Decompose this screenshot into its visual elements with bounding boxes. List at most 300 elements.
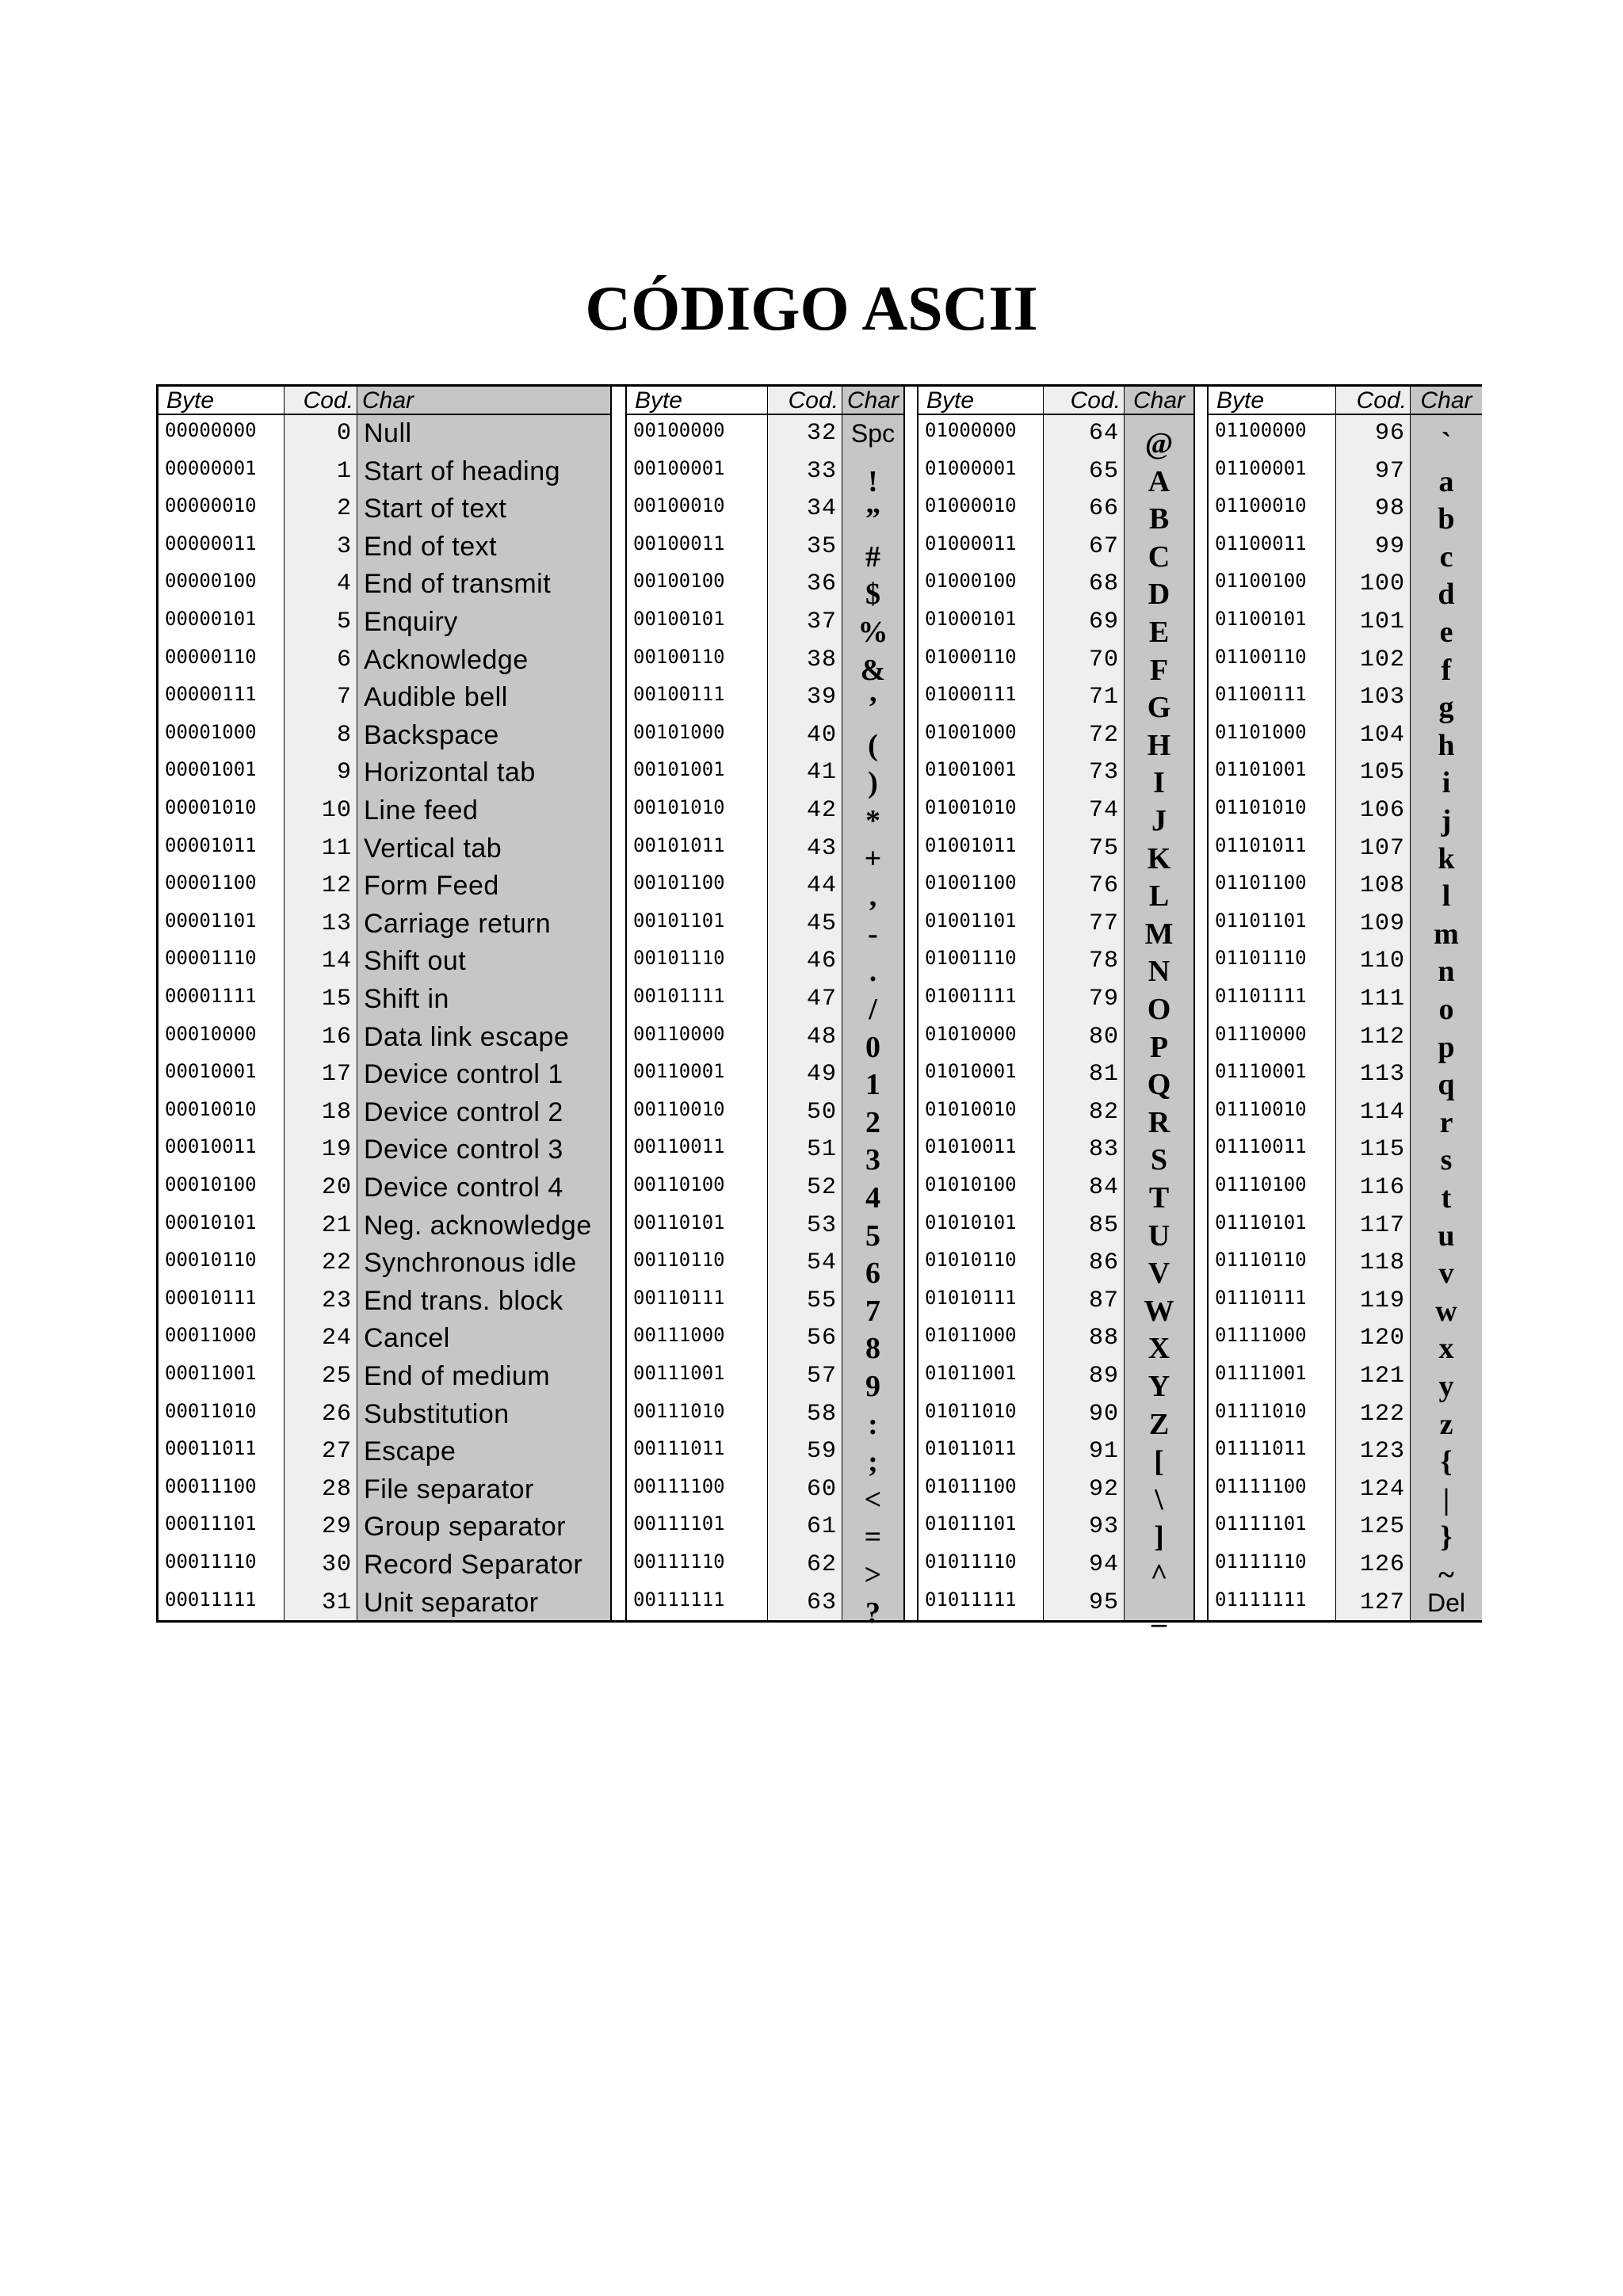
code-cell: 43 bbox=[806, 834, 837, 862]
byte-cell: 00111101 bbox=[633, 1512, 725, 1535]
code-cell: 14 bbox=[321, 948, 352, 975]
byte-cell: 00110110 bbox=[633, 1249, 725, 1272]
char-symbol-cell: X bbox=[1148, 1332, 1170, 1366]
code-cell: 49 bbox=[806, 1061, 837, 1089]
byte-cell: 01001011 bbox=[925, 833, 1017, 856]
byte-column bbox=[158, 387, 284, 1620]
code-cell: 56 bbox=[806, 1325, 837, 1352]
code-cell: 77 bbox=[1088, 910, 1119, 937]
char-name-cell: Device control 2 bbox=[364, 1097, 563, 1127]
byte-cell: 01011101 bbox=[925, 1512, 1017, 1535]
code-cell: 42 bbox=[806, 797, 837, 824]
char-symbol-cell: B bbox=[1148, 502, 1170, 536]
code-cell: 79 bbox=[1088, 986, 1119, 1013]
code-cell: 26 bbox=[321, 1400, 352, 1428]
code-cell: 9 bbox=[336, 759, 352, 787]
byte-cell: 01101101 bbox=[1215, 909, 1307, 932]
code-column bbox=[284, 387, 357, 1620]
char-symbol-cell: ^ bbox=[1150, 1558, 1168, 1592]
char-symbol-cell: l bbox=[1442, 879, 1451, 913]
code-cell: 64 bbox=[1088, 420, 1119, 447]
code-cell: 62 bbox=[806, 1551, 837, 1578]
code-header: Cod. bbox=[768, 387, 842, 415]
char-symbol-cell: o bbox=[1438, 993, 1454, 1026]
char-symbol-cell: > bbox=[864, 1558, 882, 1592]
code-cell: 122 bbox=[1359, 1400, 1405, 1428]
char-name-cell: Carriage return bbox=[364, 908, 552, 939]
byte-cell: 00111010 bbox=[633, 1399, 725, 1422]
char-symbol-cell: 8 bbox=[865, 1332, 880, 1366]
char-symbol-cell: M bbox=[1144, 917, 1174, 951]
char-name-cell: Shift in bbox=[364, 984, 449, 1014]
char-symbol-cell: @ bbox=[1144, 427, 1174, 460]
byte-cell: 00111111 bbox=[633, 1588, 725, 1611]
byte-cell: 01000110 bbox=[925, 645, 1017, 668]
char-header: Char bbox=[842, 387, 903, 415]
char-symbol-cell: V bbox=[1148, 1257, 1170, 1291]
char-symbol-cell: = bbox=[864, 1520, 882, 1554]
byte-cell: 00111001 bbox=[633, 1362, 725, 1384]
code-cell: 55 bbox=[806, 1287, 837, 1314]
byte-cell: 01110110 bbox=[1215, 1249, 1307, 1272]
byte-cell: 00001000 bbox=[165, 720, 257, 743]
char-symbol-cell: w bbox=[1435, 1294, 1457, 1328]
char-symbol-cell: Y bbox=[1148, 1370, 1170, 1403]
char-column bbox=[842, 387, 903, 1630]
char-symbol-cell: % bbox=[857, 616, 888, 649]
byte-cell: 00101000 bbox=[633, 720, 725, 743]
byte-cell: 00001101 bbox=[165, 909, 257, 932]
char-symbol-cell: 3 bbox=[865, 1143, 880, 1177]
char-symbol-cell: z bbox=[1439, 1407, 1453, 1441]
char-symbol-cell: Spc bbox=[850, 419, 896, 448]
code-cell: 44 bbox=[806, 872, 837, 900]
code-cell: 81 bbox=[1088, 1061, 1119, 1089]
char-column bbox=[357, 387, 610, 1620]
char-symbol-cell: h bbox=[1438, 728, 1455, 762]
char-symbol-cell: S bbox=[1150, 1143, 1168, 1177]
byte-cell: 00000000 bbox=[165, 419, 257, 441]
code-cell: 68 bbox=[1088, 570, 1119, 598]
byte-cell: 01000101 bbox=[925, 608, 1017, 630]
code-cell: 40 bbox=[806, 721, 837, 749]
byte-cell: 00001011 bbox=[165, 833, 257, 856]
char-header: Char bbox=[357, 387, 610, 415]
byte-cell: 01110101 bbox=[1215, 1211, 1307, 1234]
char-symbol-cell: q bbox=[1438, 1068, 1455, 1102]
char-header: Char bbox=[1125, 387, 1193, 415]
byte-cell: 01010011 bbox=[925, 1135, 1017, 1158]
code-cell: 16 bbox=[321, 1023, 352, 1051]
code-cell: 105 bbox=[1359, 759, 1405, 787]
code-cell: 60 bbox=[806, 1475, 837, 1503]
char-symbol-cell: F bbox=[1149, 653, 1169, 687]
char-name-cell: Substitution bbox=[364, 1398, 510, 1429]
char-symbol-cell: ~ bbox=[1438, 1558, 1454, 1592]
byte-cell: 01110011 bbox=[1215, 1135, 1307, 1158]
byte-cell: 00101110 bbox=[633, 947, 725, 970]
page-title: CÓDIGO ASCII bbox=[585, 274, 1038, 344]
code-header: Cod. bbox=[1044, 387, 1124, 415]
code-cell: 58 bbox=[806, 1400, 837, 1428]
byte-column bbox=[627, 387, 767, 1620]
char-name-cell: Neg. acknowledge bbox=[364, 1210, 592, 1241]
byte-cell: 00100101 bbox=[633, 608, 725, 630]
byte-cell: 01100100 bbox=[1215, 570, 1307, 593]
code-header: Cod. bbox=[285, 387, 357, 415]
byte-cell: 00011111 bbox=[165, 1588, 257, 1611]
char-symbol-cell: [ bbox=[1154, 1445, 1164, 1479]
byte-cell: 00101011 bbox=[633, 833, 725, 856]
code-cell: 127 bbox=[1359, 1589, 1405, 1616]
byte-header: Byte bbox=[627, 387, 767, 415]
char-symbol-cell: 2 bbox=[865, 1105, 880, 1139]
byte-cell: 01100001 bbox=[1215, 456, 1307, 479]
code-cell: 18 bbox=[321, 1098, 352, 1126]
char-name-cell: End trans. block bbox=[364, 1285, 563, 1316]
byte-cell: 00100110 bbox=[633, 645, 725, 668]
code-cell: 57 bbox=[806, 1363, 837, 1390]
code-cell: 61 bbox=[806, 1513, 837, 1541]
code-cell: 114 bbox=[1359, 1098, 1405, 1126]
char-name-cell: Acknowledge bbox=[364, 644, 529, 675]
char-symbol-cell: : bbox=[868, 1407, 878, 1441]
byte-cell: 01100000 bbox=[1215, 419, 1307, 441]
byte-cell: 00111011 bbox=[633, 1437, 725, 1460]
code-cell: 69 bbox=[1088, 608, 1119, 635]
byte-cell: 00100100 bbox=[633, 570, 725, 593]
code-cell: 47 bbox=[806, 986, 837, 1013]
byte-cell: 01101010 bbox=[1215, 796, 1307, 818]
byte-cell: 00000101 bbox=[165, 608, 257, 630]
code-header: Cod. bbox=[1336, 387, 1410, 415]
code-cell: 107 bbox=[1359, 834, 1405, 862]
byte-cell: 00000011 bbox=[165, 532, 257, 555]
byte-cell: 00101100 bbox=[633, 871, 725, 894]
char-symbol-cell: Del bbox=[1426, 1588, 1465, 1617]
char-symbol-cell: ? bbox=[865, 1596, 880, 1630]
char-symbol-cell: R bbox=[1148, 1105, 1170, 1139]
code-cell: 41 bbox=[806, 759, 837, 787]
char-symbol-cell: j bbox=[1441, 804, 1452, 837]
byte-cell: 00110011 bbox=[633, 1135, 725, 1158]
char-symbol-cell: Z bbox=[1148, 1407, 1170, 1441]
char-symbol-cell: ! bbox=[868, 464, 878, 498]
char-symbol-cell: ; bbox=[868, 1445, 878, 1479]
code-cell: 99 bbox=[1374, 532, 1405, 560]
byte-cell: 01111010 bbox=[1215, 1399, 1307, 1422]
char-symbol-cell: # bbox=[865, 540, 880, 574]
byte-cell: 01010101 bbox=[925, 1211, 1017, 1234]
code-cell: 72 bbox=[1088, 721, 1119, 749]
code-cell: 51 bbox=[806, 1136, 837, 1164]
byte-cell: 00110010 bbox=[633, 1097, 725, 1120]
byte-cell: 01010110 bbox=[925, 1249, 1017, 1272]
char-symbol-cell: b bbox=[1438, 502, 1455, 536]
char-symbol-cell: p bbox=[1438, 1030, 1455, 1064]
char-symbol-cell: < bbox=[864, 1482, 882, 1516]
code-cell: 90 bbox=[1088, 1400, 1119, 1428]
char-symbol-cell: ” bbox=[865, 502, 880, 536]
char-name-cell: Synchronous idle bbox=[364, 1248, 577, 1279]
code-cell: 45 bbox=[806, 910, 837, 937]
code-cell: 48 bbox=[806, 1023, 837, 1051]
code-cell: 116 bbox=[1359, 1174, 1405, 1201]
char-symbol-cell: \ bbox=[1155, 1482, 1163, 1516]
code-cell: 66 bbox=[1088, 495, 1119, 523]
char-name-cell: End of text bbox=[364, 531, 498, 562]
char-symbol-cell: m bbox=[1434, 917, 1459, 951]
code-cell: 5 bbox=[336, 608, 352, 635]
byte-cell: 01001010 bbox=[925, 796, 1017, 818]
char-symbol-cell: t bbox=[1441, 1181, 1452, 1215]
code-cell: 94 bbox=[1088, 1551, 1119, 1578]
code-cell: 17 bbox=[321, 1061, 352, 1089]
byte-cell: 01111110 bbox=[1215, 1550, 1307, 1573]
table-block-2 bbox=[625, 387, 905, 1630]
char-name-cell: Start of heading bbox=[364, 456, 561, 486]
char-symbol-cell: T bbox=[1148, 1181, 1170, 1215]
char-symbol-cell: $ bbox=[865, 578, 880, 612]
byte-cell: 00101001 bbox=[633, 758, 725, 781]
char-name-cell: File separator bbox=[364, 1474, 534, 1505]
code-cell: 80 bbox=[1088, 1023, 1119, 1051]
char-symbol-cell: a bbox=[1438, 464, 1454, 498]
code-cell: 86 bbox=[1088, 1249, 1119, 1277]
char-name-cell: Shift out bbox=[364, 946, 467, 977]
code-cell: 71 bbox=[1088, 684, 1119, 711]
char-symbol-cell: O bbox=[1147, 993, 1171, 1026]
byte-cell: 01101011 bbox=[1215, 833, 1307, 856]
code-cell: 67 bbox=[1088, 532, 1119, 560]
code-cell: 97 bbox=[1374, 457, 1405, 485]
char-symbol-cell: ` bbox=[1441, 427, 1452, 460]
char-symbol-cell: f bbox=[1441, 653, 1452, 687]
byte-cell: 00011000 bbox=[165, 1324, 257, 1347]
byte-cell: 01010100 bbox=[925, 1173, 1017, 1196]
code-cell: 33 bbox=[806, 457, 837, 485]
code-cell: 25 bbox=[321, 1363, 352, 1390]
code-cell: 0 bbox=[336, 420, 352, 447]
byte-cell: 01010000 bbox=[925, 1022, 1017, 1045]
code-cell: 82 bbox=[1088, 1098, 1119, 1126]
byte-cell: 00000111 bbox=[165, 683, 257, 706]
byte-cell: 01011011 bbox=[925, 1437, 1017, 1460]
char-symbol-cell: L bbox=[1148, 879, 1170, 913]
char-name-cell: Escape bbox=[364, 1436, 456, 1467]
code-cell: 123 bbox=[1359, 1438, 1405, 1466]
code-cell: 87 bbox=[1088, 1287, 1119, 1314]
char-symbol-cell: 4 bbox=[865, 1181, 880, 1215]
code-cell: 118 bbox=[1359, 1249, 1405, 1277]
char-name-cell: Group separator bbox=[364, 1512, 567, 1543]
char-symbol-cell: G bbox=[1147, 691, 1171, 725]
code-cell: 109 bbox=[1359, 910, 1405, 937]
char-header: Char bbox=[1411, 387, 1482, 415]
byte-cell: 00110000 bbox=[633, 1022, 725, 1045]
char-symbol-cell: P bbox=[1149, 1030, 1169, 1064]
byte-cell: 00001010 bbox=[165, 796, 257, 818]
code-cell: 103 bbox=[1359, 684, 1405, 711]
byte-cell: 00011001 bbox=[165, 1362, 257, 1384]
code-cell: 85 bbox=[1088, 1211, 1119, 1239]
byte-cell: 00010000 bbox=[165, 1022, 257, 1045]
char-symbol-cell: 1 bbox=[865, 1068, 880, 1102]
code-cell: 24 bbox=[321, 1325, 352, 1352]
code-cell: 84 bbox=[1088, 1174, 1119, 1201]
byte-header: Byte bbox=[1209, 387, 1335, 415]
code-cell: 20 bbox=[321, 1174, 352, 1201]
code-cell: 106 bbox=[1359, 797, 1405, 824]
code-cell: 100 bbox=[1359, 570, 1405, 598]
code-cell: 89 bbox=[1088, 1363, 1119, 1390]
char-symbol-cell: k bbox=[1438, 841, 1455, 875]
char-symbol-cell: ) bbox=[868, 766, 878, 800]
code-cell: 36 bbox=[806, 570, 837, 598]
char-symbol-cell: 6 bbox=[865, 1257, 880, 1291]
char-symbol-cell: 0 bbox=[865, 1030, 880, 1064]
char-symbol-cell: + bbox=[864, 841, 882, 875]
char-symbol-cell: n bbox=[1438, 955, 1455, 989]
byte-cell: 00010110 bbox=[165, 1249, 257, 1272]
code-cell: 63 bbox=[806, 1589, 837, 1616]
char-symbol-cell: ( bbox=[868, 728, 878, 762]
byte-cell: 01100010 bbox=[1215, 494, 1307, 517]
byte-cell: 01101111 bbox=[1215, 985, 1307, 1007]
code-cell: 126 bbox=[1359, 1551, 1405, 1578]
code-cell: 27 bbox=[321, 1438, 352, 1466]
char-symbol-cell: . bbox=[869, 955, 877, 989]
byte-cell: 01000011 bbox=[925, 532, 1017, 555]
char-name-cell: Unit separator bbox=[364, 1587, 539, 1618]
code-cell: 96 bbox=[1374, 420, 1405, 447]
code-cell: 65 bbox=[1088, 457, 1119, 485]
byte-cell: 00001110 bbox=[165, 947, 257, 970]
code-cell: 110 bbox=[1359, 948, 1405, 975]
char-symbol-cell: ] bbox=[1154, 1520, 1164, 1554]
code-cell: 10 bbox=[321, 797, 352, 824]
byte-cell: 01011000 bbox=[925, 1324, 1017, 1347]
byte-cell: 00100000 bbox=[633, 419, 725, 441]
char-name-cell: Cancel bbox=[364, 1323, 450, 1354]
char-symbol-cell: x bbox=[1438, 1332, 1454, 1366]
code-cell: 93 bbox=[1088, 1513, 1119, 1541]
char-column bbox=[1124, 387, 1193, 1630]
code-cell: 111 bbox=[1359, 986, 1405, 1013]
byte-cell: 01100111 bbox=[1215, 683, 1307, 706]
code-cell: 32 bbox=[806, 420, 837, 447]
code-cell: 38 bbox=[806, 646, 837, 673]
char-name-cell: End of transmit bbox=[364, 569, 552, 600]
byte-cell: 00110001 bbox=[633, 1060, 725, 1083]
char-symbol-cell: I bbox=[1153, 766, 1165, 800]
code-cell: 12 bbox=[321, 872, 352, 900]
code-cell: 31 bbox=[321, 1589, 352, 1616]
code-cell: 3 bbox=[336, 532, 352, 560]
byte-column bbox=[1209, 387, 1335, 1620]
byte-cell: 00111110 bbox=[633, 1550, 725, 1573]
char-symbol-cell: r bbox=[1439, 1105, 1453, 1139]
code-cell: 54 bbox=[806, 1249, 837, 1277]
byte-cell: 01011001 bbox=[925, 1362, 1017, 1384]
code-cell: 120 bbox=[1359, 1325, 1405, 1352]
byte-cell: 01110100 bbox=[1215, 1173, 1307, 1196]
byte-cell: 00001001 bbox=[165, 758, 257, 781]
code-cell: 13 bbox=[321, 910, 352, 937]
char-symbol-cell: s bbox=[1440, 1143, 1453, 1177]
code-cell: 76 bbox=[1088, 872, 1119, 900]
code-cell: 59 bbox=[806, 1438, 837, 1466]
code-cell: 124 bbox=[1359, 1475, 1405, 1503]
char-name-cell: Backspace bbox=[364, 719, 499, 750]
char-symbol-cell: A bbox=[1148, 464, 1170, 498]
byte-cell: 01010001 bbox=[925, 1060, 1017, 1083]
byte-cell: 00100001 bbox=[633, 456, 725, 479]
char-name-cell: Start of text bbox=[364, 494, 507, 524]
code-column bbox=[1043, 387, 1124, 1620]
byte-cell: 01001001 bbox=[925, 758, 1017, 781]
code-cell: 34 bbox=[806, 495, 837, 523]
char-symbol-cell: J bbox=[1151, 804, 1167, 837]
char-name-cell: Device control 4 bbox=[364, 1173, 563, 1203]
code-cell: 23 bbox=[321, 1287, 352, 1314]
byte-cell: 01001111 bbox=[925, 985, 1017, 1007]
char-symbol-cell: E bbox=[1148, 616, 1170, 649]
byte-cell: 01001110 bbox=[925, 947, 1017, 970]
byte-cell: 01110001 bbox=[1215, 1060, 1307, 1083]
byte-cell: 01001101 bbox=[925, 909, 1017, 932]
char-symbol-cell: - bbox=[868, 917, 878, 951]
byte-cell: 01000010 bbox=[925, 494, 1017, 517]
char-symbol-cell: W bbox=[1144, 1294, 1174, 1328]
byte-cell: 01011111 bbox=[925, 1588, 1017, 1611]
byte-cell: 01111101 bbox=[1215, 1512, 1307, 1535]
byte-cell: 01101001 bbox=[1215, 758, 1307, 781]
char-symbol-cell: D bbox=[1148, 578, 1170, 612]
char-symbol-cell: d bbox=[1438, 578, 1455, 612]
code-cell: 39 bbox=[806, 684, 837, 711]
code-cell: 78 bbox=[1088, 948, 1119, 975]
byte-cell: 01100011 bbox=[1215, 532, 1307, 555]
byte-cell: 00110101 bbox=[633, 1211, 725, 1234]
char-symbol-cell: 5 bbox=[865, 1219, 880, 1253]
byte-cell: 01000001 bbox=[925, 456, 1017, 479]
byte-cell: 00111100 bbox=[633, 1474, 725, 1497]
code-cell: 112 bbox=[1359, 1023, 1405, 1051]
code-cell: 2 bbox=[336, 495, 352, 523]
byte-cell: 01001000 bbox=[925, 720, 1017, 743]
code-cell: 117 bbox=[1359, 1211, 1405, 1239]
char-name-cell: Vertical tab bbox=[364, 833, 502, 864]
code-cell: 92 bbox=[1088, 1475, 1119, 1503]
byte-cell: 01101110 bbox=[1215, 947, 1307, 970]
char-symbol-cell: K bbox=[1147, 841, 1171, 875]
byte-cell: 00101111 bbox=[633, 985, 725, 1007]
code-cell: 74 bbox=[1088, 797, 1119, 824]
byte-cell: 01001100 bbox=[925, 871, 1017, 894]
char-symbol-cell: & bbox=[860, 653, 886, 687]
code-cell: 95 bbox=[1088, 1589, 1119, 1616]
char-symbol-cell: Q bbox=[1147, 1068, 1171, 1102]
byte-cell: 00010010 bbox=[165, 1097, 257, 1120]
code-cell: 29 bbox=[321, 1513, 352, 1541]
char-symbol-cell: y bbox=[1438, 1370, 1454, 1403]
byte-cell: 01110010 bbox=[1215, 1097, 1307, 1120]
code-cell: 28 bbox=[321, 1475, 352, 1503]
byte-cell: 01111111 bbox=[1215, 1588, 1307, 1611]
code-cell: 30 bbox=[321, 1551, 352, 1578]
byte-cell: 01110111 bbox=[1215, 1286, 1307, 1309]
